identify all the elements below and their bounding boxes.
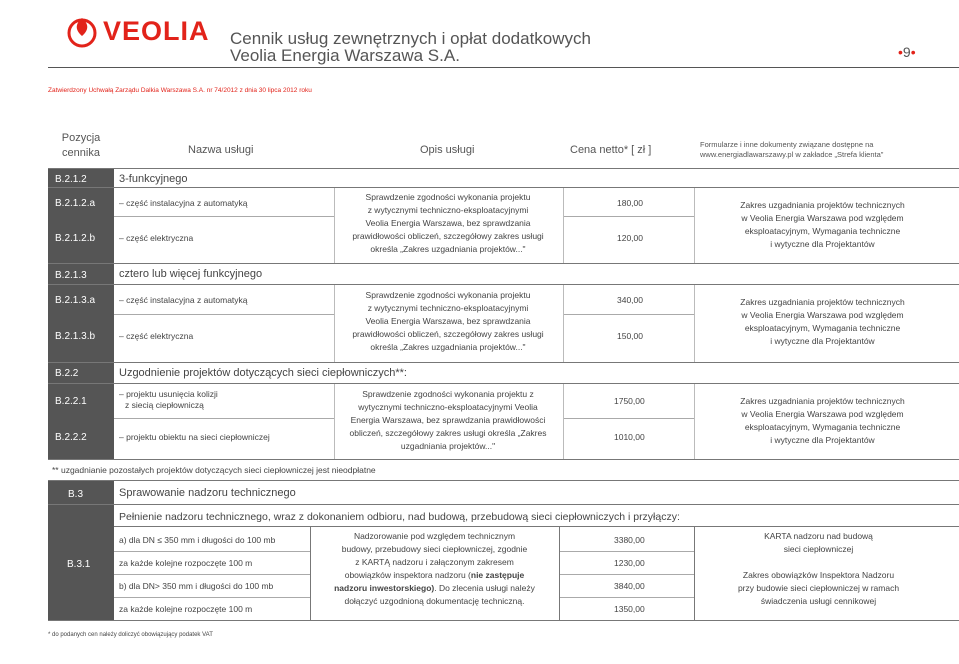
desc-line: Sprawdzenie zgodności wykonania projektu z — [362, 389, 534, 399]
desc-line: z wytycznymi techniczno-eksploatacyjnymi — [367, 205, 529, 215]
row-line — [48, 263, 959, 264]
price-b212b: 120,00 — [617, 233, 643, 243]
name-b3: Sprawowanie nadzoru technicznego — [119, 487, 296, 499]
col-divider — [563, 285, 564, 362]
name-b212: 3-funkcyjnego — [119, 173, 188, 185]
b31-item-a-name: a) dla DN ≤ 350 mm i długości do 100 mb — [119, 535, 276, 545]
forms-b31 — [696, 530, 941, 608]
b31-item-b-name: b) dla DN> 350 mm i długości do 100 mb — [119, 581, 274, 591]
col-divider — [694, 384, 695, 459]
forms-line: KARTA nadzoru nad budową — [764, 531, 873, 541]
desc-line: uzgadniania projektów..." — [400, 441, 496, 451]
desc-line: Sprawdzenie zgodności wykonania projektu — [365, 290, 531, 300]
b31-item-b-price: 3840,00 — [614, 581, 645, 591]
desc-part: obowiązków inspektora nadzoru ( — [344, 570, 471, 580]
row-line — [564, 418, 694, 419]
code-b212b: B.2.1.2.b — [55, 233, 96, 244]
forms-b212 — [700, 199, 945, 251]
col-divider — [694, 285, 695, 362]
price-b212a: 180,00 — [617, 198, 643, 208]
name-b213b: – część elektryczna — [119, 331, 194, 341]
header-forms-line1: Formularze i inne dokumenty związane dostępne na — [700, 140, 874, 149]
col-divider — [563, 384, 564, 459]
b31-item-b-next-price: 1350,00 — [614, 604, 645, 614]
header-price: Cena netto* [ zł ] — [570, 144, 652, 156]
row-line — [114, 418, 334, 419]
header-forms-line2: www.energiadlawarszawy.pl w zakładce „Strefa klienta" — [700, 150, 884, 159]
page-dot-left: • — [898, 44, 903, 60]
row-line — [48, 187, 959, 188]
page-dot-right: • — [910, 44, 916, 60]
code-b212: B.2.1.2 — [55, 174, 87, 185]
header-divider — [48, 67, 959, 68]
row-line — [114, 551, 310, 552]
forms-line: eksploatacyjnym, Wymagania techniczne — [744, 422, 901, 432]
approval-note: Zatwierdzony Uchwałą Zarządu Dalkia Warszawa S.A. nr 74/2012 z dnia 30 lipca 2012 roku — [48, 87, 312, 94]
header-position — [48, 131, 114, 161]
note-b22: ** uzgadnianie pozostałych projektów dotyczących sieci ciepłowniczej jest nieodpłatne — [52, 465, 376, 475]
code-b31: B.3.1 — [67, 559, 91, 570]
desc-line: obliczeń, szczegółowy zakres usługi określa „Zakres — [349, 428, 547, 438]
forms-b213 — [700, 296, 945, 348]
row-line — [48, 480, 959, 481]
desc-line: Veolia Energia Warszawa, bez sprawdzania — [365, 218, 531, 228]
price-b213b: 150,00 — [617, 331, 643, 341]
desc-b31 — [312, 530, 557, 608]
veolia-logo-icon — [67, 16, 97, 48]
desc-line: dołączyć uzgodnioną dokumentację techniczną. — [344, 596, 525, 606]
code-b3: B.3 — [68, 489, 84, 500]
code-b221: B.2.2.1 — [55, 396, 87, 407]
row-line — [560, 551, 694, 552]
code-b213b: B.2.1.3.b — [55, 331, 96, 342]
desc-b22 — [334, 388, 562, 453]
forms-line: przy budowie sieci ciepłowniczej w ramach — [737, 583, 900, 593]
b31-item-a-next-price: 1230,00 — [614, 558, 645, 568]
row-line — [48, 284, 959, 285]
page-number — [898, 44, 916, 60]
name-b213a: – część instalacyjna z automatyką — [119, 295, 248, 305]
page-number-value: 9 — [902, 44, 911, 60]
desc-line: określa „Zakres uzgadniania projektów..." — [370, 244, 526, 254]
forms-line: w Veolia Energia Warszawa pod względem — [741, 409, 904, 419]
table-bottom-line — [48, 620, 959, 621]
veolia-logo-text: VEOLIA — [103, 16, 210, 46]
name-b222: – projektu obiektu na sieci ciepłowniczej — [119, 432, 270, 442]
name-b212b: – część elektryczna — [119, 233, 194, 243]
desc-bold: nie zastępuje — [470, 570, 525, 580]
col-divider — [694, 188, 695, 263]
page-title-line2: Veolia Energia Warszawa S.A. — [230, 46, 460, 65]
name-b212a: – część instalacyjna z automatyką — [119, 198, 248, 208]
forms-line: w Veolia Energia Warszawa pod względem — [741, 310, 904, 320]
price-b213a: 340,00 — [617, 295, 643, 305]
code-b213: B.2.1.3 — [55, 270, 87, 281]
forms-line: Zakres uzgadniania projektów technicznych — [740, 297, 905, 307]
row-line — [48, 383, 959, 384]
header-forms — [700, 140, 883, 160]
desc-bold: nadzoru inwestorskiego) — [334, 583, 435, 593]
desc-part: . Do zlecenia usługi należy — [434, 583, 535, 593]
row-line — [114, 216, 334, 217]
header-bottom-line — [48, 168, 959, 169]
desc-line: z wytycznymi techniczno-eksploatacyjnymi — [367, 303, 529, 313]
price-b222: 1010,00 — [614, 432, 645, 442]
forms-b22 — [700, 395, 945, 447]
b31-item-a-price: 3380,00 — [614, 535, 645, 545]
code-b222: B.2.2.2 — [55, 432, 87, 443]
forms-spacer — [696, 556, 941, 569]
header-description: Opis usługi — [420, 144, 475, 156]
code-b22: B.2.2 — [55, 368, 79, 379]
row-line — [560, 597, 694, 598]
desc-line: określa „Zakres uzgadniania projektów..." — [370, 342, 526, 352]
forms-line: i wytyczne dla Projektantów — [770, 239, 875, 249]
name-b221 — [119, 389, 218, 411]
forms-line: i wytyczne dla Projektantów — [770, 435, 875, 445]
desc-line: prawidłowości obliczeń, szczegółowy zakres usługi — [352, 329, 544, 339]
forms-line: świadczenia usługi cennikowej — [760, 596, 877, 606]
desc-line — [312, 569, 557, 582]
row-line — [48, 504, 959, 505]
b31-item-b-next-name: za każde kolejne rozpoczęte 100 m — [119, 604, 253, 614]
col-divider — [694, 527, 695, 620]
forms-line: sieci ciepłowniczej — [783, 544, 854, 554]
row-line — [114, 597, 310, 598]
row-line — [114, 574, 310, 575]
row-line — [114, 314, 334, 315]
row-line — [564, 216, 694, 217]
desc-line: budowy, przebudowy sieci ciepłowniczej, zgodnie — [341, 544, 528, 554]
forms-line: Zakres uzgadniania projektów technicznych — [740, 200, 905, 210]
row-line — [114, 526, 959, 527]
header-name: Nazwa usługi — [188, 144, 254, 156]
row-line — [48, 362, 959, 363]
desc-line: prawidłowości obliczeń, szczegółowy zakres usługi — [352, 231, 544, 241]
forms-line: i wytyczne dla Projektantów — [770, 336, 875, 346]
code-b212a: B.2.1.2.a — [55, 198, 96, 209]
desc-line — [312, 582, 557, 595]
name-b221-line2: z siecią ciepłowniczą — [125, 400, 204, 410]
intro-b3: Pełnienie nadzoru technicznego, wraz z dokonaniem odbioru, nad budową, przebudową sieci ciepłowniczych i przyłączy: — [119, 511, 680, 523]
page-title-line1: Cennik usług zewnętrznych i opłat dodatkowych — [230, 29, 591, 48]
forms-line: w Veolia Energia Warszawa pod względem — [741, 213, 904, 223]
desc-line: Nadzorowanie pod względem technicznym — [353, 531, 516, 541]
veolia-logo — [67, 14, 210, 54]
desc-b213 — [334, 289, 562, 354]
desc-line: wytycznymi techniczno-eksploatacyjnymi Veolia — [358, 402, 538, 412]
vat-footnote: * do podanych cen należy doliczyć obowiązujący podatek VAT — [48, 632, 213, 638]
desc-b212 — [334, 191, 562, 256]
name-b22: Uzgodnienie projektów dotyczących sieci ciepłowniczych**: — [119, 367, 407, 379]
col-divider — [334, 188, 335, 263]
col-divider — [334, 384, 335, 459]
forms-line: eksploatacyjnym, Wymagania techniczne — [744, 226, 901, 236]
col-divider — [334, 285, 335, 362]
header-position-line2: cennika — [62, 147, 100, 159]
b31-item-a-next-name: za każde kolejne rozpoczęte 100 m — [119, 558, 253, 568]
header-position-line1: Pozycja — [61, 132, 101, 144]
desc-line: Energia Warszawa, bez sprawdzania prawidłowości — [350, 415, 546, 425]
col-divider — [563, 188, 564, 263]
price-b221: 1750,00 — [614, 396, 645, 406]
forms-line: Zakres obowiązków Inspektora Nadzoru — [742, 570, 895, 580]
row-line — [560, 574, 694, 575]
forms-line: eksploatacyjnym, Wymagania techniczne — [744, 323, 901, 333]
col-divider — [310, 527, 311, 620]
desc-line: Sprawdzenie zgodności wykonania projektu — [365, 192, 531, 202]
desc-line: z KARTĄ nadzoru i załączonym zakresem — [355, 557, 514, 567]
desc-line: Veolia Energia Warszawa, bez sprawdzania — [365, 316, 531, 326]
row-line — [564, 314, 694, 315]
code-b213a: B.2.1.3.a — [55, 295, 96, 306]
name-b221-line1: – projektu usunięcia kolizji — [119, 389, 218, 399]
name-b213: cztero lub więcej funkcyjnego — [119, 268, 263, 280]
forms-line: Zakres uzgadniania projektów technicznych — [740, 396, 905, 406]
